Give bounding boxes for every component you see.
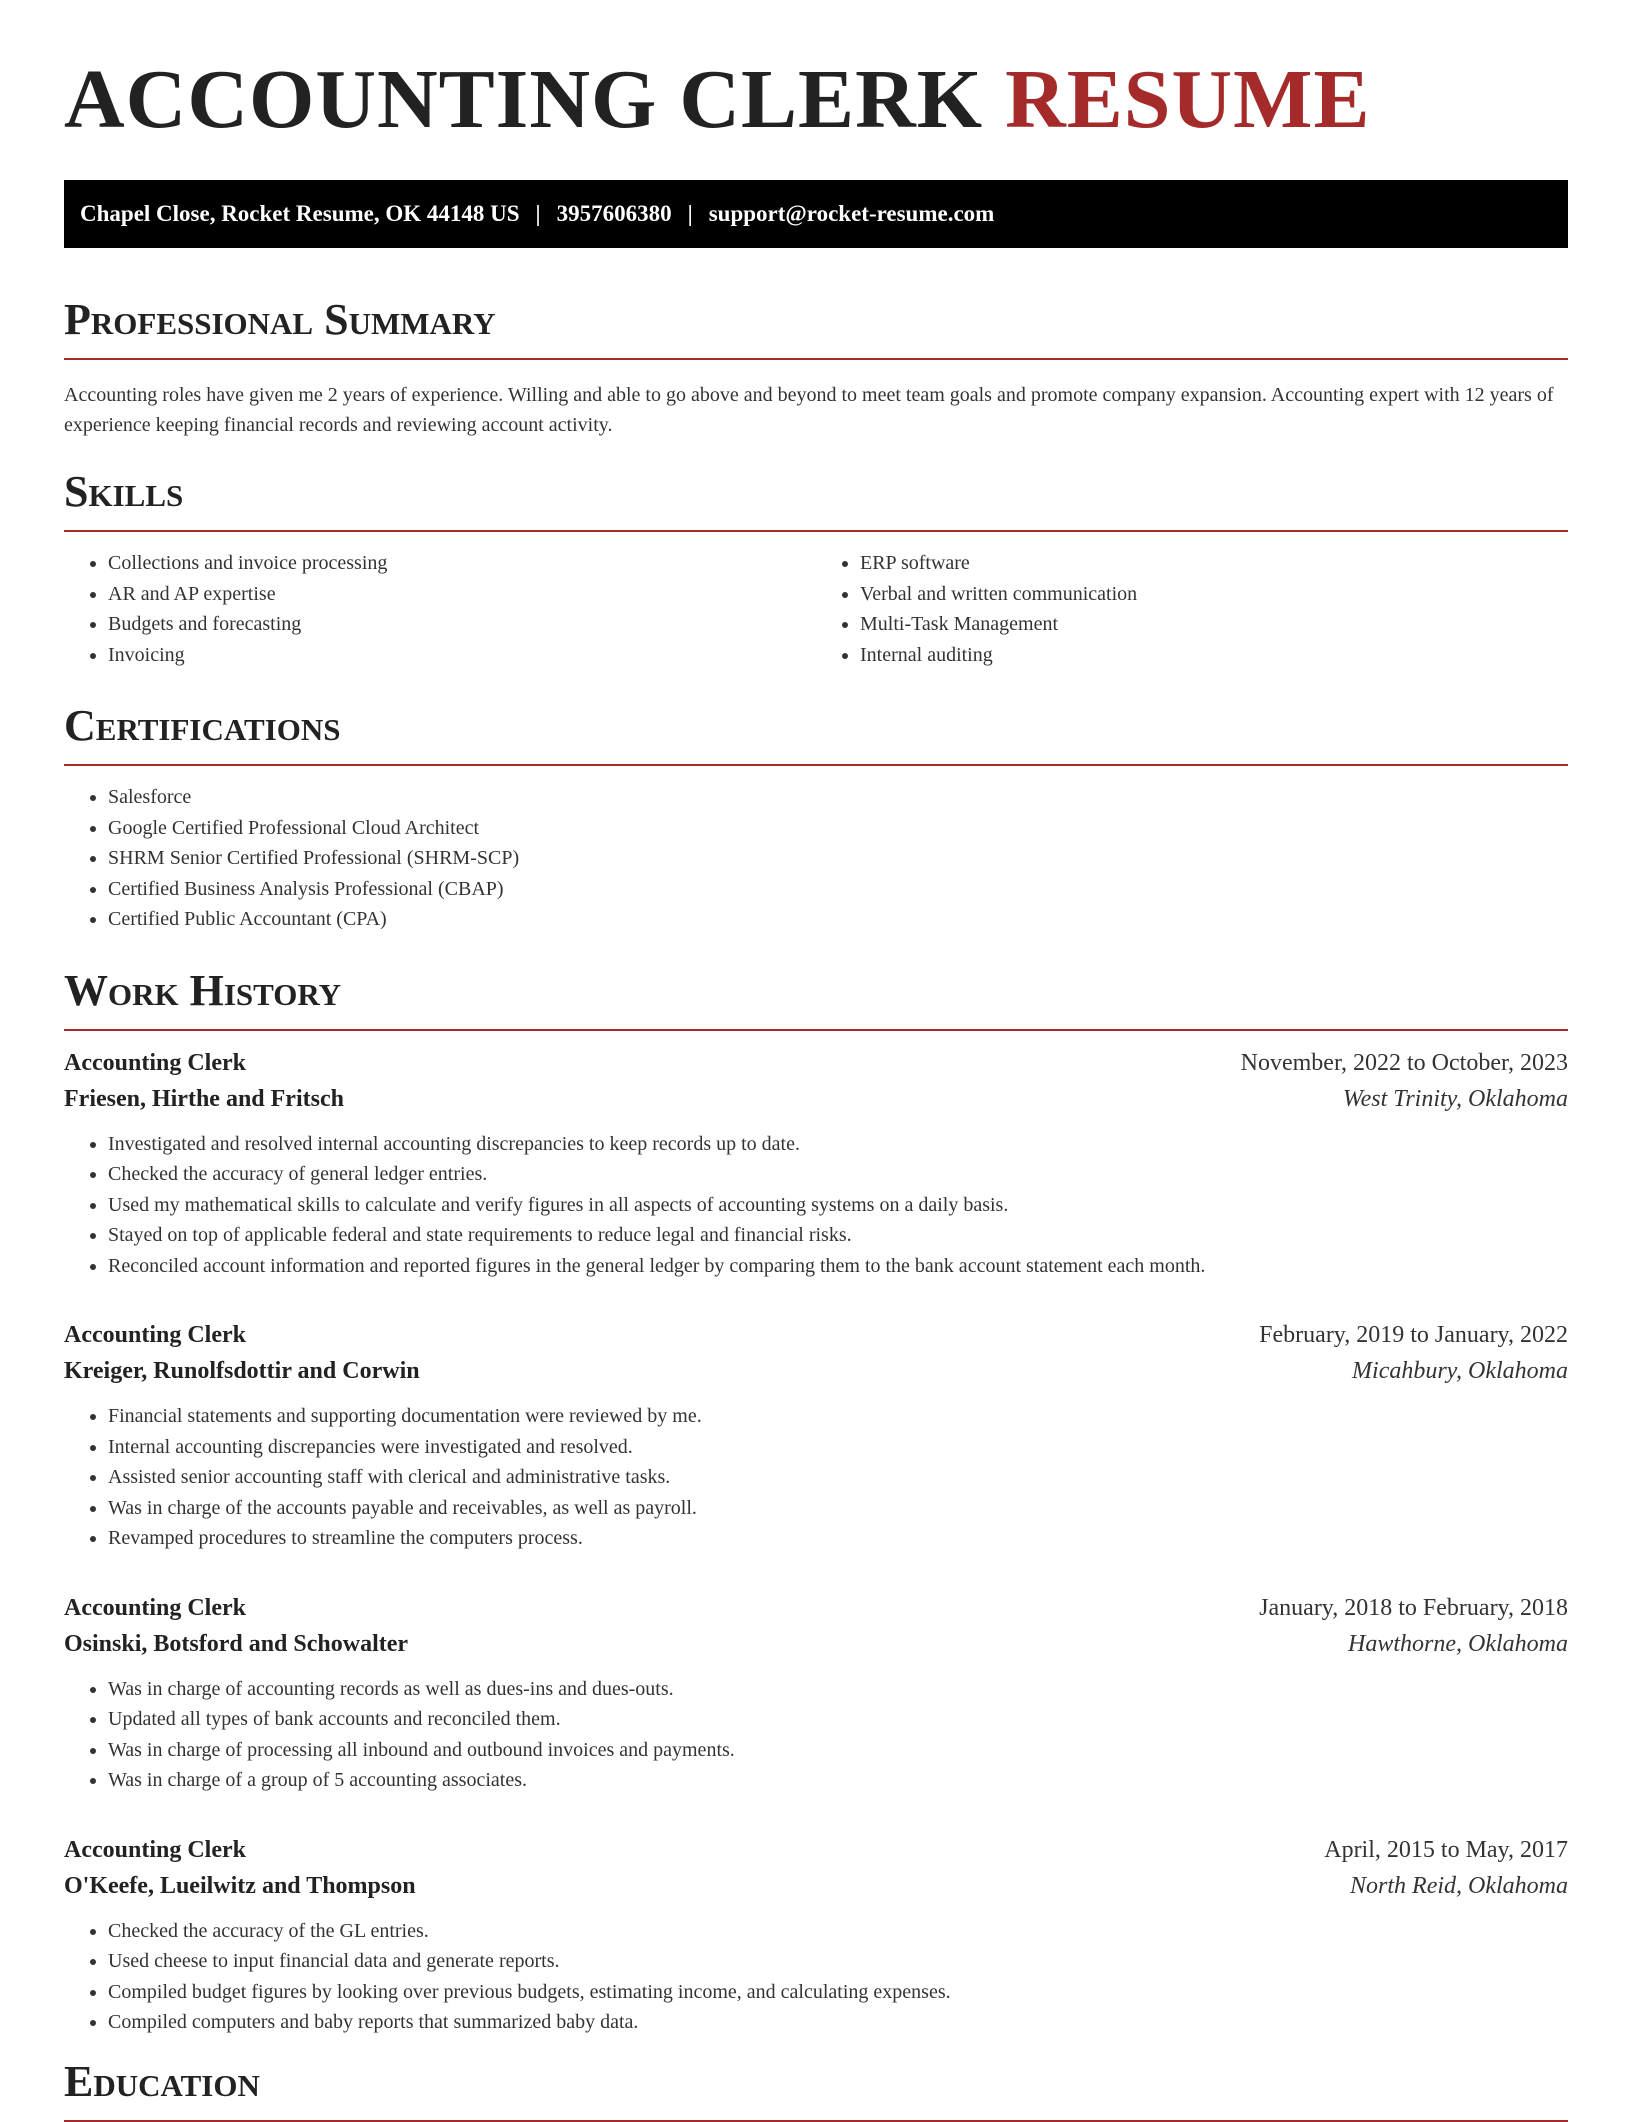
list-item: • Google Certified Professional Cloud Architect: [108, 813, 1568, 844]
job-location: Micahbury, Oklahoma: [1352, 1358, 1568, 1384]
list-item: • Salesforce: [108, 782, 1568, 813]
contact-phone: 3957606380: [556, 201, 672, 226]
job-company-row: [64, 1353, 1568, 1389]
list-item: • Invoicing: [108, 640, 816, 671]
page-title: [64, 0, 1568, 146]
list-item: • Compiled budget figures by looking over previous budgets, estimating income, and calculating expenses.: [108, 1977, 1568, 2008]
job-dates: November, 2022 to October, 2023: [1240, 1049, 1568, 1076]
list-item: • Assisted senior accounting staff with clerical and administrative tasks.: [108, 1462, 1568, 1493]
summary-heading: Professional Summary: [64, 298, 1568, 360]
list-item: • Certified Business Analysis Professional (CBAP): [108, 874, 1568, 905]
skills-section: [64, 467, 1568, 670]
job-entry: [64, 1045, 1568, 1282]
job-company-row: [64, 1868, 1568, 1904]
list-item: • Financial statements and supporting documentation were reviewed by me.: [108, 1401, 1568, 1432]
contact-email: support@rocket-resume.com: [708, 201, 995, 226]
job-bullets: [64, 1401, 1568, 1554]
skills-heading: Skills: [64, 470, 1568, 532]
list-item: • Updated all types of bank accounts and reconciled them.: [108, 1704, 1568, 1735]
list-item: • Used my mathematical skills to calculate and verify figures in all aspects of accounting systems on a daily basis.: [108, 1190, 1568, 1221]
job-company-row: [64, 1081, 1568, 1117]
list-item: • Was in charge of a group of 5 accounting associates.: [108, 1765, 1568, 1796]
list-item: • Was in charge of processing all inbound and outbound invoices and payments.: [108, 1735, 1568, 1766]
contact-separator: |: [535, 201, 541, 226]
job-entry: [64, 1317, 1568, 1554]
job-location: West Trinity, Oklahoma: [1342, 1085, 1568, 1112]
job-title: Accounting Clerk: [64, 1049, 246, 1076]
list-item: • Stayed on top of applicable federal and state requirements to reduce legal and financial risks.: [108, 1220, 1568, 1251]
list-item: • Certified Public Accountant (CPA): [108, 904, 1568, 935]
title-accent: RESUME: [1005, 53, 1371, 146]
list-item: • Used cheese to input financial data and generate reports.: [108, 1946, 1568, 1977]
list-item: • Internal accounting discrepancies were investigated and resolved.: [108, 1432, 1568, 1463]
contact-address: Chapel Close, Rocket Resume, OK 44148 US: [80, 201, 520, 226]
job-title: Accounting Clerk: [64, 1322, 246, 1348]
job-header-row: [64, 1590, 1568, 1626]
job-company: Osinski, Botsford and Schowalter: [64, 1630, 409, 1657]
work-history-section: [64, 965, 1568, 2038]
job-bullets: [64, 1129, 1568, 1282]
job-title: Accounting Clerk: [64, 1594, 246, 1621]
list-item: • Internal auditing: [860, 640, 1568, 671]
list-item: • Revamped procedures to streamline the computers process.: [108, 1523, 1568, 1554]
list-item: • SHRM Senior Certified Professional (SHRM-SCP): [108, 843, 1568, 874]
summary-section: [64, 295, 1568, 440]
certifications-heading: Certifications: [64, 704, 1568, 766]
job-company: Kreiger, Runolfsdottir and Corwin: [64, 1358, 420, 1384]
job-bullets: [64, 1916, 1568, 2038]
job-location: North Reid, Oklahoma: [1350, 1872, 1568, 1899]
job-company-row: [64, 1626, 1568, 1662]
job-bullets: [64, 1674, 1568, 1796]
skills-list-right: [816, 548, 1568, 670]
job-company: O'Keefe, Lueilwitz and Thompson: [64, 1872, 416, 1899]
list-item: • Investigated and resolved internal accounting discrepancies to keep records up to date.: [108, 1129, 1568, 1160]
job-location: Hawthorne, Oklahoma: [1348, 1630, 1568, 1657]
list-item: • Reconciled account information and reported figures in the general ledger by comparing them to the bank account statement each month.: [108, 1251, 1568, 1282]
job-title: Accounting Clerk: [64, 1836, 246, 1863]
list-item: • Verbal and written communication: [860, 579, 1568, 610]
contact-separator: |: [687, 201, 693, 226]
certifications-section: [64, 701, 1568, 935]
list-item: • AR and AP expertise: [108, 579, 816, 610]
certifications-list: [64, 782, 1568, 935]
list-item: • ERP software: [860, 548, 1568, 579]
education-heading: Education: [64, 2060, 1568, 2122]
list-item: • Was in charge of the accounts payable and receivables, as well as payroll.: [108, 1493, 1568, 1524]
job-dates: April, 2015 to May, 2017: [1324, 1836, 1568, 1863]
list-item: • Budgets and forecasting: [108, 609, 816, 640]
skills-grid: [64, 548, 1568, 670]
job-dates: February, 2019 to January, 2022: [1259, 1322, 1568, 1348]
job-header-row: [64, 1317, 1568, 1353]
list-item: • Was in charge of accounting records as well as dues-ins and dues-outs.: [108, 1674, 1568, 1705]
summary-text: Accounting roles have given me 2 years of experience. Willing and able to go above and beyond to meet team goals and promote company expansion. Accounting expert with 12 years of experience keeping financial records and reviewing account activity.: [64, 384, 1554, 436]
list-item: • Multi-Task Management: [860, 609, 1568, 640]
list-item: • Checked the accuracy of general ledger entries.: [108, 1159, 1568, 1190]
education-section: [64, 2056, 1568, 2122]
work-history-heading: Work History: [64, 969, 1568, 1031]
list-item: • Checked the accuracy of the GL entries.: [108, 1916, 1568, 1947]
job-entry: [64, 1590, 1568, 1796]
jobs-list: [64, 1045, 1568, 2038]
list-item: • Compiled computers and baby reports that summarized baby data.: [108, 2007, 1568, 2038]
skills-list-left: [64, 548, 816, 670]
list-item: • Collections and invoice processing: [108, 548, 816, 579]
contact-bar: [64, 180, 1568, 248]
job-dates: January, 2018 to February, 2018: [1259, 1594, 1568, 1621]
job-company: Friesen, Hirthe and Fritsch: [64, 1085, 344, 1112]
job-entry: [64, 1832, 1568, 2038]
job-header-row: [64, 1832, 1568, 1868]
job-header-row: [64, 1045, 1568, 1081]
title-main: ACCOUNTING CLERK: [64, 53, 984, 146]
